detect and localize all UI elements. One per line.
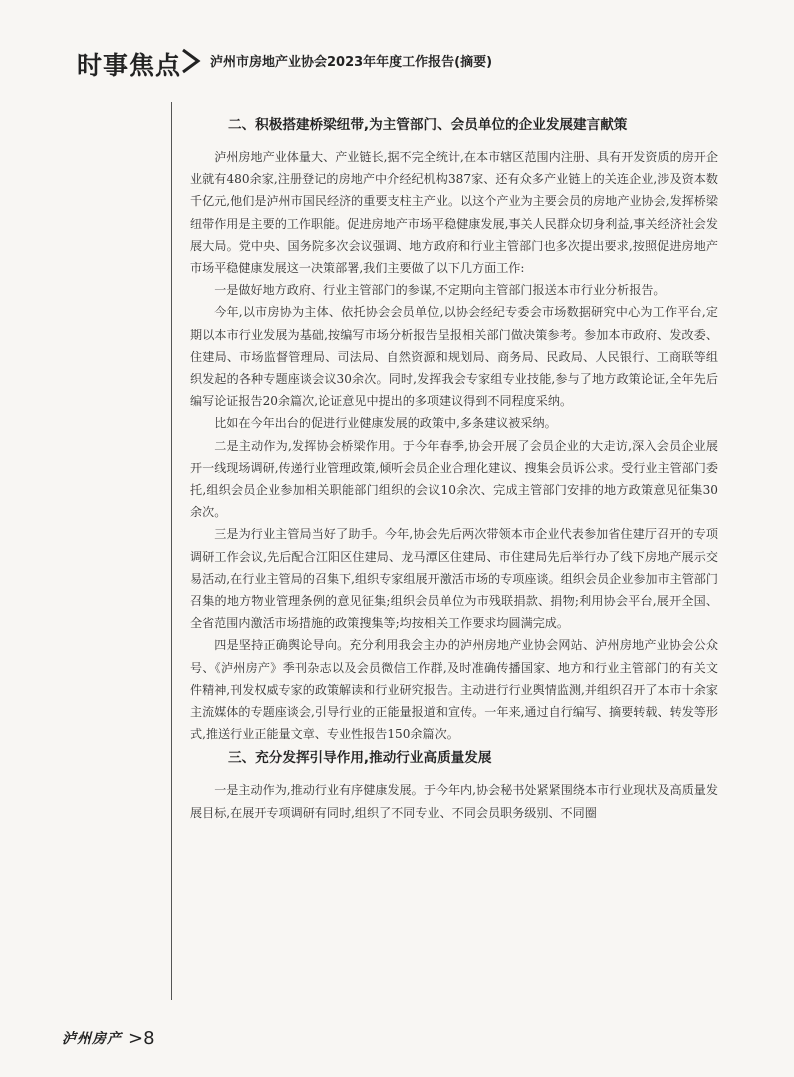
paragraph: 今年,以市房协为主体、依托协会会员单位,以协会经纪专委会市场数据研究中心为工作平台,定期以本市行业发展为基础,按编写市场分析报告呈报相关部门做决策参考。参加本市政府、发改委、住建局、市场监督管理局、司法局、自然资源和规划局、商务局、民政局、人民银行、工商联等组织发起的各种专题座谈会议30余次。同时,发挥我会专家组专业技能,参与了地方政策论证,全年先后编写论证报告20余篇次,论证意见中提出的多项建议得到不同程度采纳。	[190, 305, 718, 409]
paragraph: 二是主动作为,发挥协会桥梁作用。于今年春季,协会开展了会员企业的大走访,深入会员企业展开一线现场调研,传递行业管理政策,倾听会员企业合理化建议、搜集会员诉公求。受行业主管部门委托,组织会员企业参加相关职能部门组织的会议10余次、完成主管部门安排的地方政策意见征集30余次。	[190, 438, 718, 520]
paragraph: 三是为行业主管局当好了助手。今年,协会先后两次带领本市企业代表参加省住建厅召开的专项调研工作会议,先后配合江阳区住建局、龙马潭区住建局、市住建局先后举行办了线下房地产展示交易活动,在行业主管局的召集下,组织专家组展开激活市场的专项座谈。组织会员企业参加市主管部门召集的地方物业管理条例的意见征集;组织会员单位为市残联捐款、捐物;利用协会平台,展开全国、全省范围内激活市场措施的政策搜集等;均按相关工作要求均圆满完成。	[190, 527, 718, 631]
paragraph: 四是坚持正确舆论导向。充分利用我会主办的泸州房地产业协会网站、泸州房地产业协会公众号、《泸州房产》季刊杂志以及会员微信工作群,及时准确传播国家、地方和行业主管部门的有关文件精神,刊发权威专家的政策解读和行业研究报告。主动进行行业舆情监测,并组织召开了本市十余家主流媒体的专题座谈会,引导行业的正能量报道和宣传。一年来,通过自行编写、摘要转载、转发等形式,推送行业正能量文章、专业性报告150余篇次。	[190, 638, 718, 742]
page-number: >8	[128, 1027, 155, 1049]
magazine-logo: 泸州房产	[62, 1031, 122, 1047]
article-body	[190, 112, 718, 824]
section-heading-2: 二、积极搭建桥梁纽带,为主管部门、会员单位的企业发展建言献策	[228, 117, 628, 133]
paragraph: 比如在今年出台的促进行业健康发展的政策中,多条建议被采纳。	[214, 416, 557, 431]
page-header	[0, 42, 794, 82]
chevron-right-icon	[180, 46, 202, 76]
paragraph: 泸州房地产业体量大、产业链长,据不完全统计,在本市辖区范围内注册、具有开发资质的房开企业就有480余家,注册登记的房地产中介经纪机构387家、还有众多产业链上的关连企业,涉及资本数千亿元,他们是泸州市国民经济的重要支柱主产业。以这个产业为主要会员的房地产业协会,发挥桥梁纽带作用是主要的工作职能。促进房地产市场平稳健康发展,事关人民群众切身利益,事关经济社会发展大局。党中央、国务院多次会议强调、地方政府和行业主管部门也多次提出要求,按照促进房地产市场平稳健康发展这一决策部署,我们主要做了以下几方面工作:	[190, 150, 718, 276]
margin-divider	[171, 102, 172, 1000]
section-heading-3: 三、充分发挥引导作用,推动行业高质量发展	[228, 750, 492, 767]
section-title: 时事焦点	[77, 51, 182, 80]
report-title: 泸州市房地产业协会2023年年度工作报告(摘要)	[210, 55, 493, 70]
paragraph: 一是主动作为,推动行业有序健康发展。于今年内,协会秘书处紧紧围绕本市行业现状及高质量发展目标,在展开专项调研有同时,组织了不同专业、不同会员职务级别、不同圈	[190, 783, 718, 820]
page-footer	[62, 1024, 155, 1052]
paragraph: 一是做好地方政府、行业主管部门的参谋,不定期向主管部门报送本市行业分析报告。	[214, 283, 666, 298]
